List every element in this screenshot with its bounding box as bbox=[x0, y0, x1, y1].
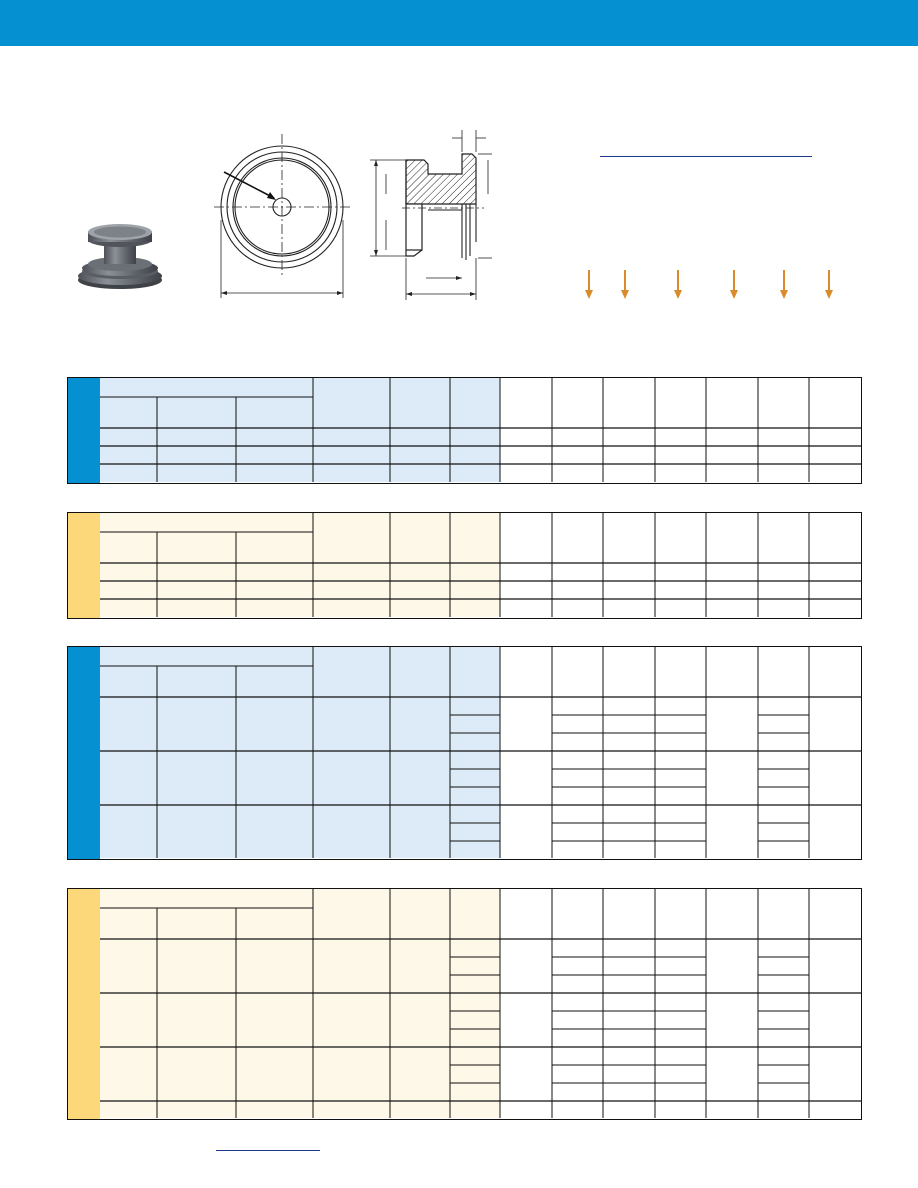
link-underline-top[interactable] bbox=[600, 156, 812, 157]
tint-region bbox=[100, 378, 500, 482]
arrow-down-icon bbox=[621, 270, 629, 299]
table-3-side-band bbox=[68, 647, 100, 859]
tint-region bbox=[100, 513, 500, 617]
link-underline-bottom[interactable] bbox=[216, 1150, 320, 1151]
table-2-grid bbox=[100, 513, 861, 617]
table-3-grid bbox=[100, 647, 861, 858]
table-1-side-band bbox=[68, 378, 100, 483]
table-3 bbox=[67, 646, 862, 860]
table-1-grid bbox=[100, 378, 861, 482]
table-4 bbox=[67, 888, 862, 1120]
arrow-down-icon bbox=[674, 270, 682, 299]
front-view-drawing bbox=[212, 130, 357, 302]
flange-part-render-icon bbox=[74, 222, 166, 292]
table-4-side-band bbox=[68, 889, 100, 1119]
arrow-row bbox=[580, 268, 850, 304]
table-2-side-band bbox=[68, 513, 100, 618]
arrow-down-icon bbox=[825, 270, 833, 299]
table-2 bbox=[67, 512, 862, 619]
arrow-down-icon bbox=[780, 270, 788, 299]
tint-region bbox=[100, 889, 500, 1118]
table-1 bbox=[67, 377, 862, 484]
tint-region bbox=[100, 647, 500, 858]
table-4-grid bbox=[100, 889, 861, 1118]
side-section-drawing bbox=[366, 124, 506, 302]
arrow-down-icon bbox=[585, 270, 593, 299]
arrow-down-icon bbox=[730, 270, 738, 299]
header-bar bbox=[0, 0, 918, 46]
